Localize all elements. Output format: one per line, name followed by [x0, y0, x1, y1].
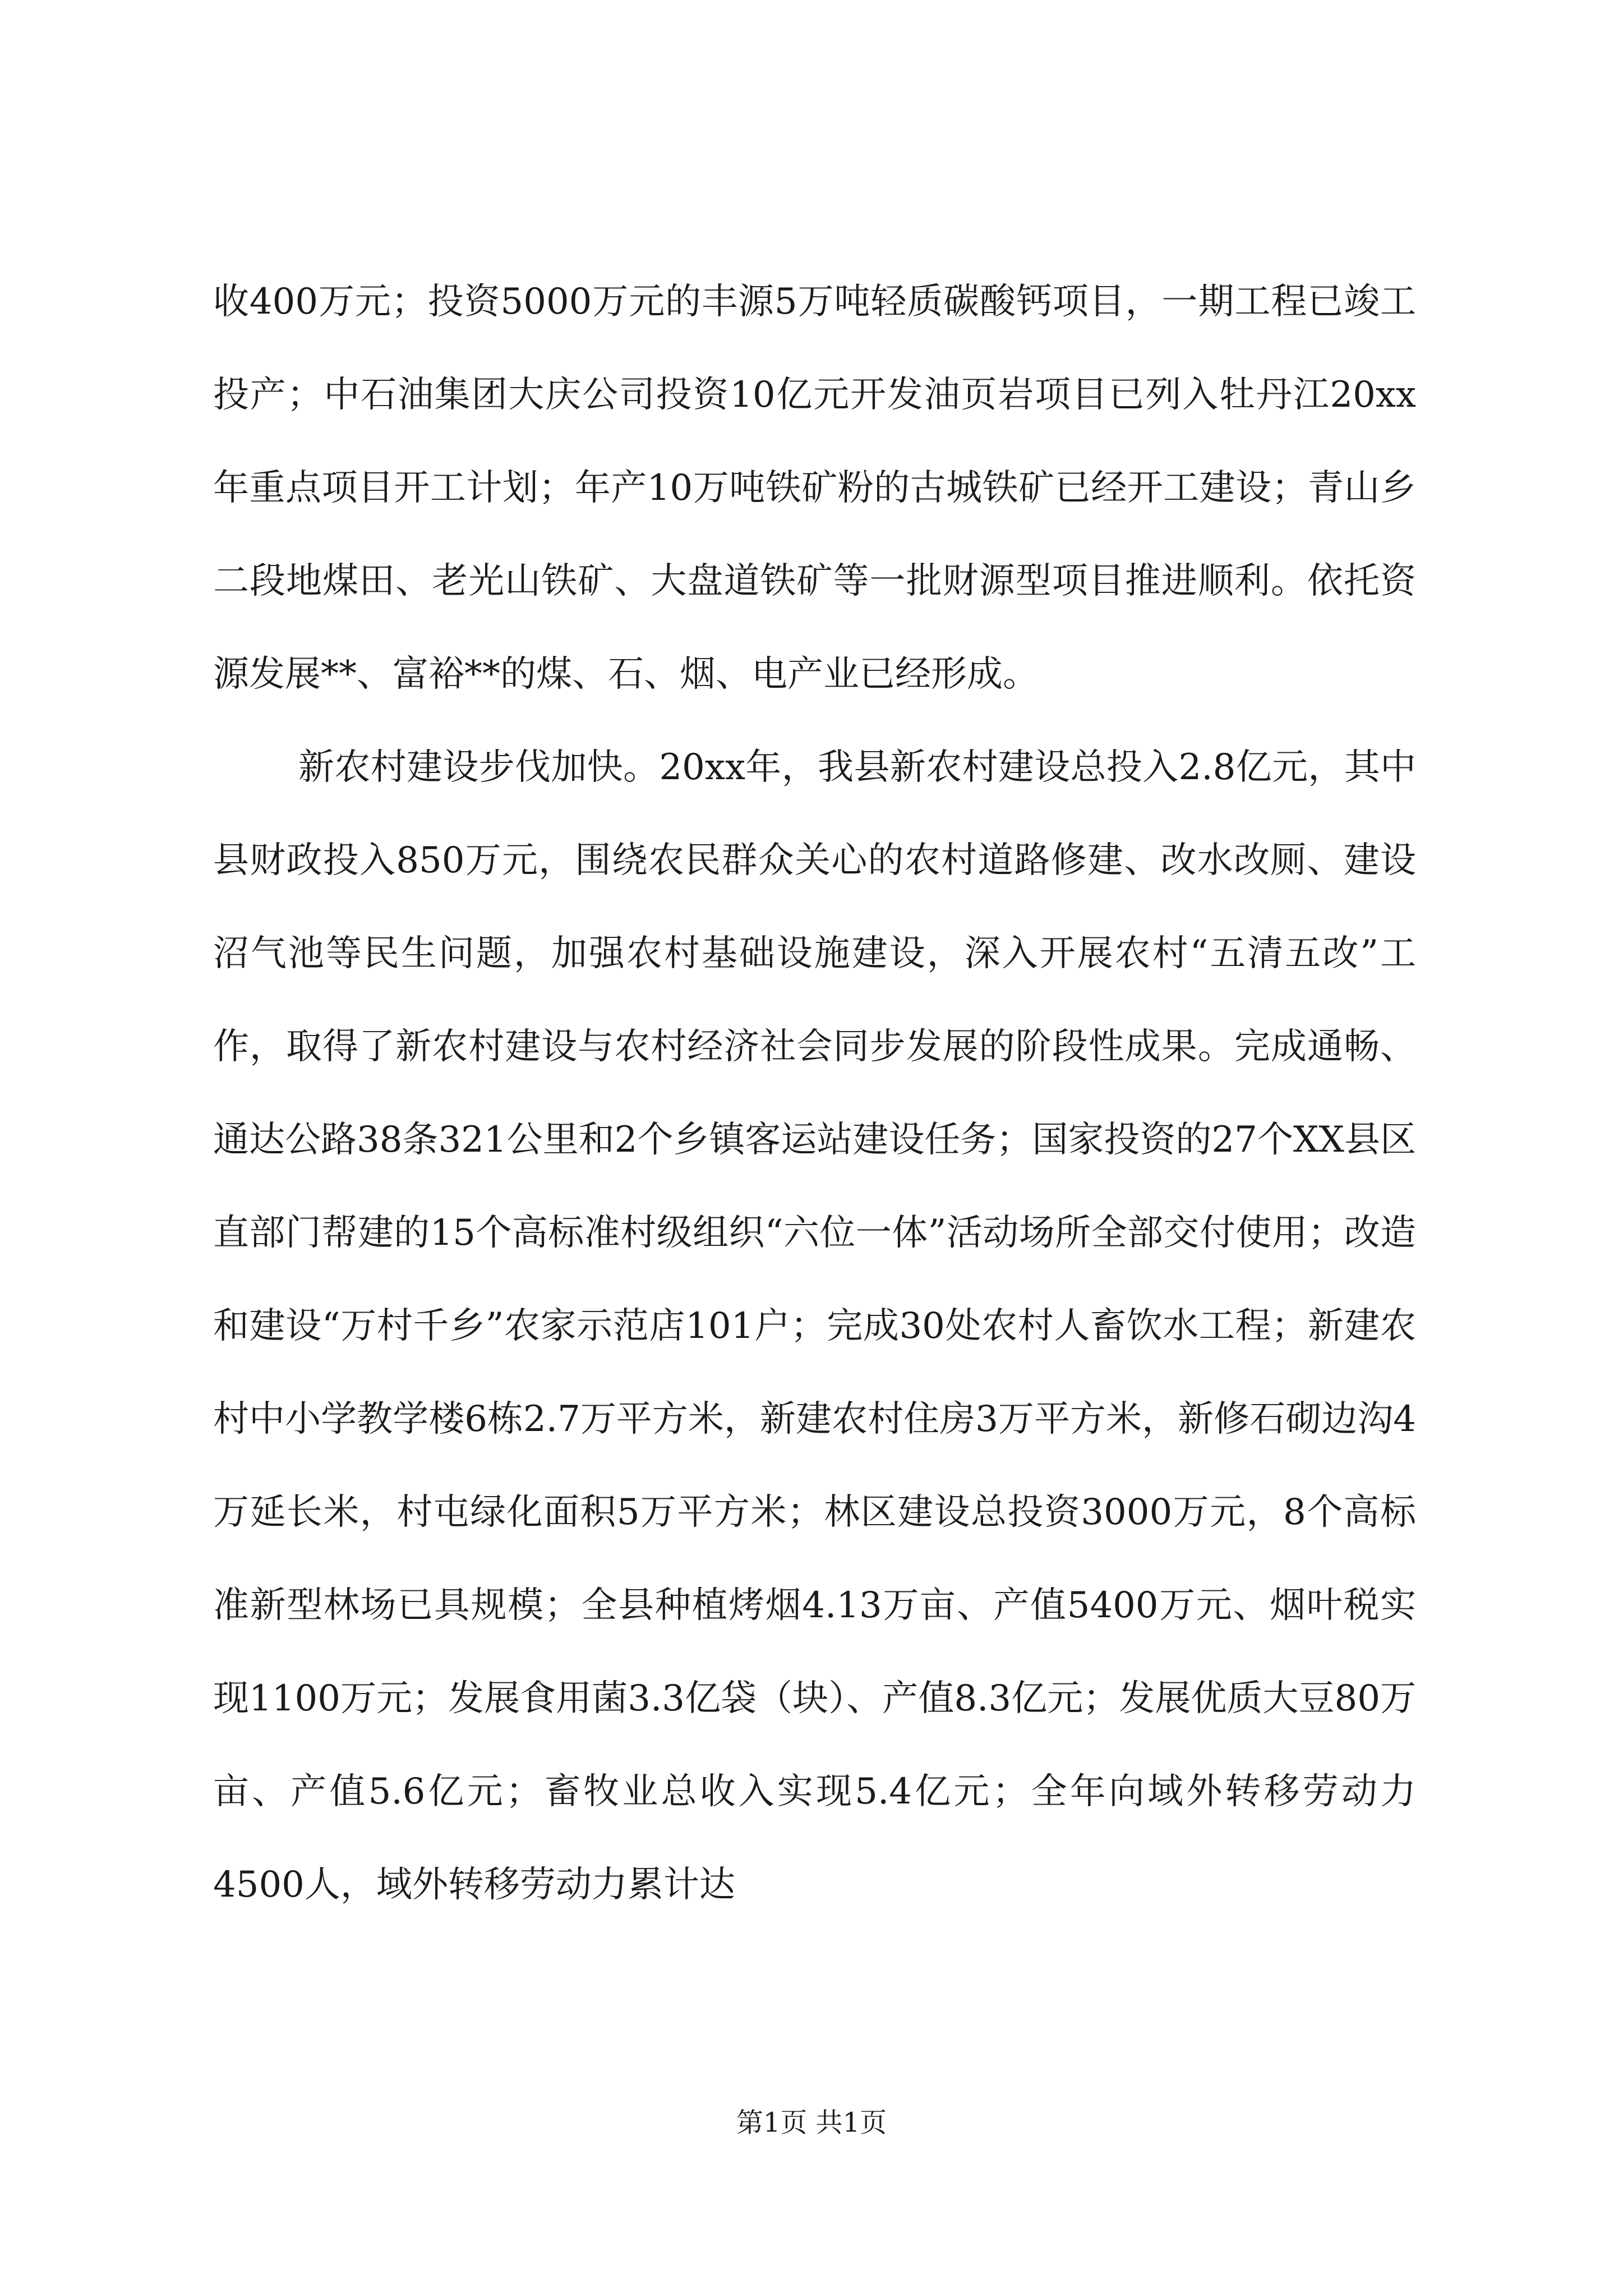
document-body [213, 255, 1416, 1931]
paragraph-2: 新农村建设步伐加快。20xx年，我县新农村建设总投入2.8亿元，其中县财政投入850万元，围绕农民群众关心的农村道路修建、改水改厕、建设沼气池等民生问题，加强农村基础设施建设，深入开展农村“五清五改”工作，取得了新农村建设与农村经济社会同步发展的阶段性成果。完成通畅、通达公路38条321公里和2个乡镇客运站建设任务；国家投资的27个XX县区直部门帮建的15个高标准村级组织“六位一体”活动场所全部交付使用；改造和建设“万村千乡”农家示范店101户；完成30处农村人畜饮水工程；新建农村中小学教学楼6栋2.7万平方米，新建农村住房3万平方米，新修石砌边沟4万延长米，村屯绿化面积5万平方米；林区建设总投资3000万元，8个高标准新型林场已具规模；全县种植烤烟4.13万亩、产值5400万元、烟叶税实现1100万元；发展食用菌3.3亿袋（块）、产值8.3亿元；发展优质大豆80万亩、产值5.6亿元；畜牧业总收入实现5.4亿元；全年向域外转移劳动力4500人，域外转移劳动力累计达 [213, 747, 1416, 1906]
paragraph-1: 收400万元；投资5000万元的丰源5万吨轻质碳酸钙项目，一期工程已竣工投产；中石油集团大庆公司投资10亿元开发油页岩项目已列入牡丹江20xx年重点项目开工计划；年产10万吨铁矿粉的古城铁矿已经开工建设；青山乡二段地煤田、老光山铁矿、大盘道铁矿等一批财源型项目推进顺利。依托资源发展**、富裕**的煤、石、烟、电产业已经形成。 [213, 281, 1416, 695]
page-number-footer: 第1页 共1页 [736, 2107, 887, 2138]
